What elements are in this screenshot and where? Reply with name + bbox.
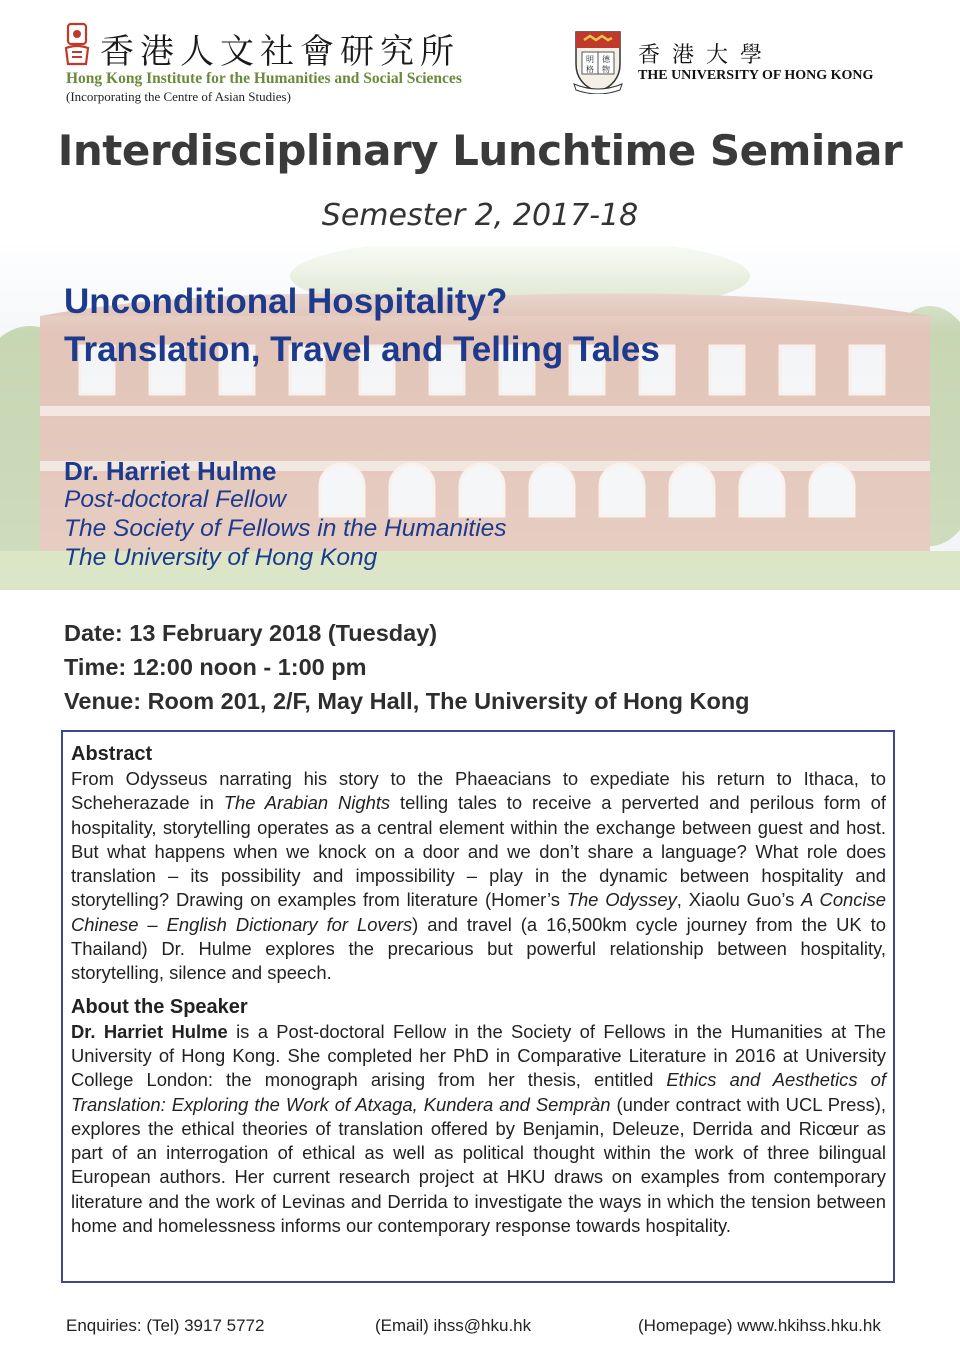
speaker-position: Post-doctoral Fellow xyxy=(64,486,286,513)
ihss-chinese-name: 香港人文社會研究所 xyxy=(100,32,460,72)
thesis-title: Ethics and Aesthetics of Translation: Exploring the Work of Atxaga, Kundera and Sempràn xyxy=(71,1069,886,1115)
event-time: Time: 12:00 noon - 1:00 pm xyxy=(64,654,367,680)
event-details xyxy=(64,616,750,718)
hku-chinese-name: 香港大學 xyxy=(638,43,775,68)
semester-label: Semester 2, 2017-18 xyxy=(321,198,639,233)
about-speaker-heading: About the Speaker xyxy=(71,995,248,1018)
talk-title xyxy=(64,278,660,374)
svg-text:明: 明 xyxy=(586,55,594,64)
talk-title-line-1: Unconditional Hospitality? xyxy=(64,282,508,321)
footer-email: (Email) ihss@hku.hk xyxy=(375,1316,532,1335)
talk-title-line-2: Translation, Travel and Telling Tales xyxy=(64,330,660,369)
about-text-part: is a Post-doctoral Fellow in the Society of Fellows in the Humanities at The University of Hong Kong. She completed her PhD in Comparative Literature in 2016 at University College London: the monograph arising from her thesis, entitled xyxy=(71,1020,886,1091)
about-text-part: (under contract with UCL Press), explores the ethical theories of translation offered by Benjamin, Deleuze, Derrida and Ricœur as part of an interrogation of ethical as well as political thought within the work of three bilingual European authors. Her current research project at HKU draws on examples from contemporary literature and the work of Levinas and Derrida to investigate the ways in which the tension between home and homelessness informs our contemporary response towards hospitality. xyxy=(71,1093,886,1237)
about-speaker-text xyxy=(71,1020,886,1239)
hku-english-name: THE UNIVERSITY OF HONG KONG xyxy=(638,68,874,83)
abstract-text xyxy=(71,767,886,986)
speaker-name: Dr. Harriet Hulme xyxy=(64,456,277,486)
speaker-department: The Society of Fellows in the Humanities xyxy=(64,515,507,542)
abstract-text-part: ) and travel (a 16,500km cycle journey from the UK to Thailand) Dr. Hulme explores the precarious but powerful relationship between hospitality, storytelling, silence and speech. xyxy=(71,913,886,984)
event-date: Date: 13 February 2018 (Tuesday) xyxy=(64,620,438,646)
footer-homepage: (Homepage) www.hkihss.hku.hk xyxy=(638,1316,881,1335)
svg-text:格: 格 xyxy=(586,65,594,74)
abstract-book-title: The Odyssey xyxy=(566,889,677,911)
hku-crest-icon xyxy=(572,30,624,94)
abstract-book-title: The Arabian Nights xyxy=(223,792,391,814)
abstract-text-part: telling tales to receive a perverted and perilous form of hospitality, storytelling operates as a central element within the exchange between guest and host. But what happens when we knock on a door and we don’t share a language? What role does translation – its possibility and impossibility – play in the dynamic between hospitality and storytelling? Drawing on examples from literature (Homer’s xyxy=(71,792,886,911)
abstract-book-title: A Concise Chinese – English Dictionary for Lovers xyxy=(71,889,886,935)
event-venue: Venue: Room 201, 2/F, May Hall, The University of Hong Kong xyxy=(64,688,750,714)
ihss-subtitle: (Incorporating the Centre of Asian Studies) xyxy=(66,89,291,104)
header xyxy=(0,0,960,120)
about-speaker-name: Dr. Harriet Hulme xyxy=(71,1020,228,1042)
abstract-text-part: From Odysseus narrating his story to the Phaeacians to expediate his return to Ithaca, to Scheherazade in xyxy=(71,768,886,814)
abstract-heading: Abstract xyxy=(71,743,153,765)
svg-text:德: 德 xyxy=(602,55,610,64)
footer-enquiries: Enquiries: (Tel) 3917 5772 xyxy=(66,1316,265,1335)
seminar-title: Interdisciplinary Lunchtime Seminar xyxy=(57,126,903,175)
speaker-university: The University of Hong Kong xyxy=(64,544,378,571)
abstract-text-part: , Xiaolu Guo’s xyxy=(676,889,802,911)
svg-text:物: 物 xyxy=(602,65,610,74)
ihss-seal-icon xyxy=(62,22,92,66)
ihss-english-name: Hong Kong Institute for the Humanities and Social Sciences xyxy=(66,70,462,87)
abstract-box xyxy=(61,730,895,1283)
